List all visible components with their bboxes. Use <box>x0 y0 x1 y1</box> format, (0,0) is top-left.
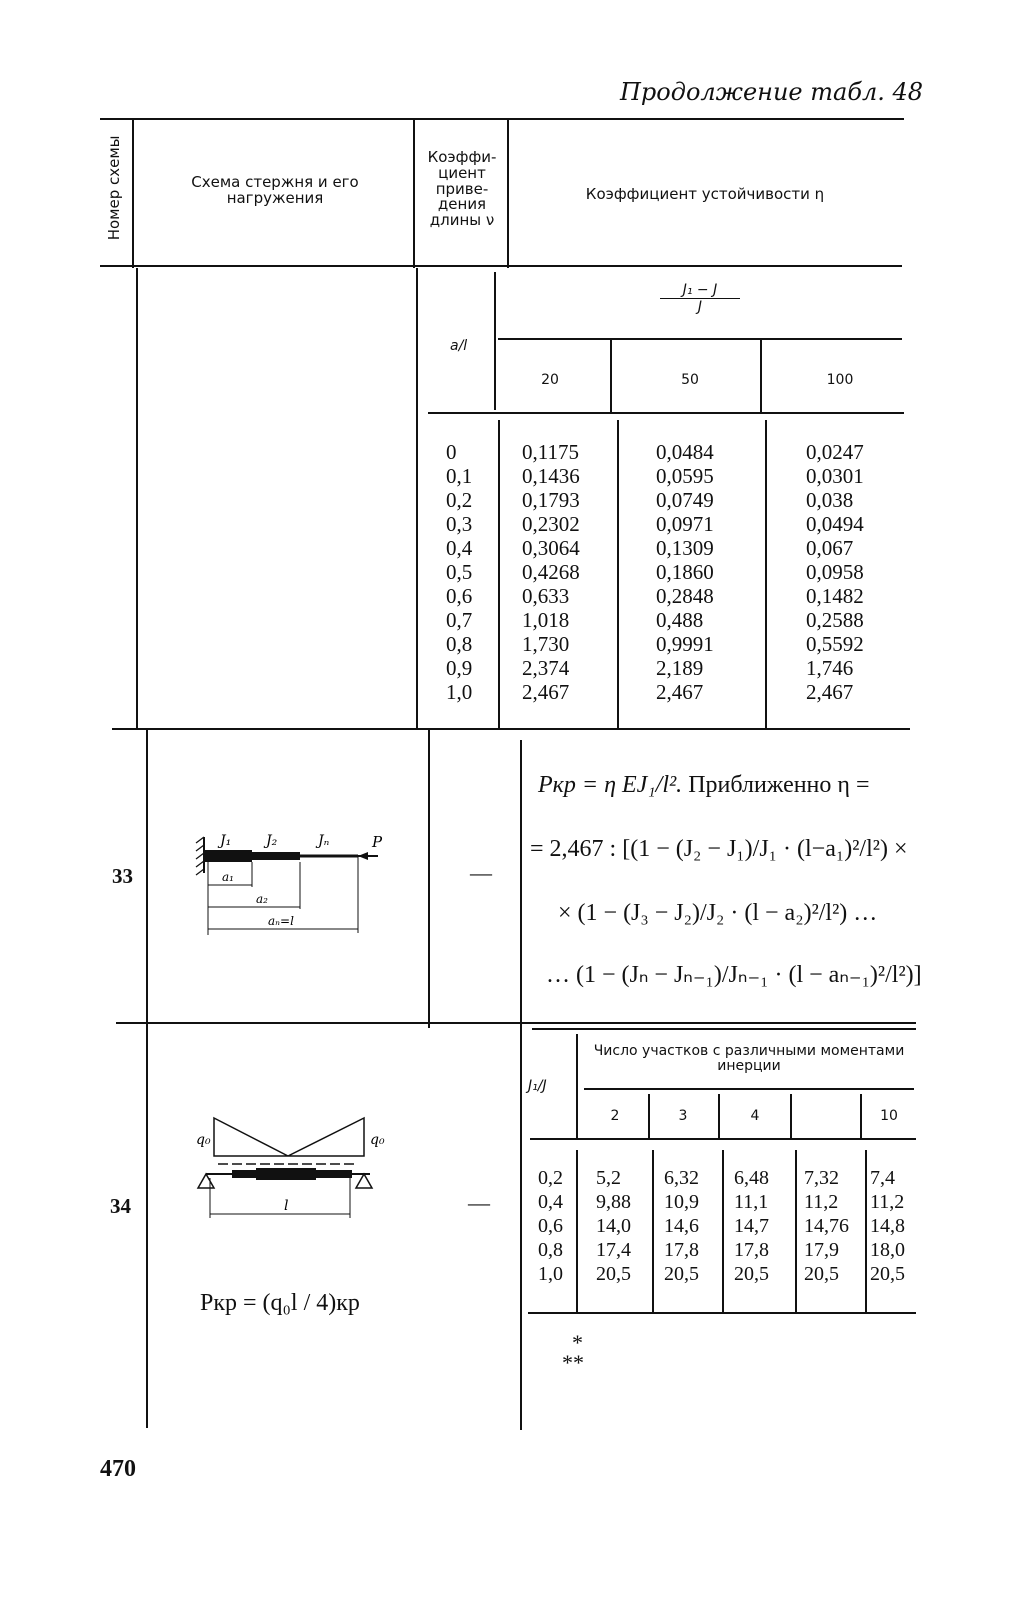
nu-34: — <box>468 1190 490 1215</box>
t34-col10-values: 7,4 11,2 14,8 18,0 20,5 <box>870 1167 905 1285</box>
t34-col-div-2a <box>718 1094 720 1138</box>
header-top-rule <box>100 118 904 120</box>
scheme-33-label-j1: J₁ <box>220 833 232 849</box>
sub-divider-b <box>498 420 500 728</box>
body-divider-1b <box>146 728 148 1428</box>
t34-col-div-2b <box>722 1150 724 1312</box>
table-caption: Продолжение табл. 48 <box>620 78 924 106</box>
formula-33-line3: × (1 − (J₃ − J₂)/J₂ · (l − a₂)²/l²) … <box>558 900 878 926</box>
t34-col2-values: 5,2 9,88 14,0 17,4 20,5 <box>596 1167 631 1285</box>
header-length-coefficient: Коэффи- циент приве- дения длины ν <box>427 148 497 229</box>
sub-col-div-1b <box>617 420 619 728</box>
body-divider-2a <box>416 268 418 728</box>
t34-col-4: 4 <box>750 1108 760 1124</box>
formula-33-line1: Pкр = η EJ₁/l². Приближенно η = <box>538 772 870 798</box>
sub-ratio: J₁ − J J <box>660 282 740 315</box>
header-stability: Коэффициент устойчивости η <box>585 185 825 203</box>
sub-col20-values: 0,1175 0,1436 0,1793 0,2302 0,3064 0,4268 0,633 1,018 1,730 2,374 2,467 <box>522 440 580 704</box>
scheme-34-label-l: l <box>284 1198 289 1214</box>
body-divider-3 <box>520 740 522 1430</box>
t34-label-divider-b <box>576 1150 578 1312</box>
sub-col-div-2a <box>760 340 762 412</box>
body-divider-1a <box>136 268 138 728</box>
footnote-mark-1: * <box>572 1330 583 1355</box>
sub-col-100: 100 <box>826 372 854 388</box>
sub-row-label: a/l <box>450 338 468 354</box>
scheme-33-diagram <box>190 825 410 940</box>
row-rule-33-34 <box>116 1022 916 1024</box>
sub-col-20: 20 <box>541 372 559 388</box>
t34-col-10: 10 <box>880 1108 898 1124</box>
scheme-33-label-jn: Jₙ <box>318 833 330 849</box>
t34-col-div-4a <box>860 1094 862 1138</box>
scheme-number-33: 33 <box>112 864 133 888</box>
header-divider-1 <box>132 118 134 268</box>
header-scheme: Схема стержня и его нагружения <box>191 173 359 207</box>
scheme-number-34: 34 <box>110 1194 131 1218</box>
header-divider-2 <box>413 118 415 268</box>
sub-col-div-2b <box>765 420 767 728</box>
t34-row-label: J₁/J <box>528 1078 547 1094</box>
sub-col100-values: 0,0247 0,0301 0,038 0,0494 0,067 0,0958 0,1482 0,2588 0,5592 1,746 2,467 <box>806 440 864 704</box>
t34-col-div-3a <box>790 1094 792 1138</box>
t34-header-rule <box>584 1088 914 1090</box>
t34-col-2: 2 <box>610 1108 620 1124</box>
scheme-34-diagram <box>188 1108 398 1228</box>
scheme-33-label-a1: a₁ <box>222 870 234 884</box>
sub-col50-values: 0,0484 0,0595 0,0749 0,0971 0,1309 0,1860 0,2848 0,488 0,9991 2,189 2,467 <box>656 440 714 704</box>
sub-a-l-column: 0 0,1 0,2 0,3 0,4 0,5 0,6 0,7 0,8 0,9 1,0 <box>446 440 473 704</box>
t34-col3-values: 6,32 10,9 14,6 17,8 20,5 <box>664 1167 699 1285</box>
footnote-mark-2: ** <box>562 1350 584 1375</box>
t34-col-3: 3 <box>678 1108 688 1124</box>
page-number: 470 <box>100 1456 136 1482</box>
t34-header: Число участков с различными моментами инерции <box>593 1043 905 1074</box>
t34-col-div-3b <box>795 1150 797 1312</box>
scheme-33-label-a2: a₂ <box>256 892 268 906</box>
t34-bottom-rule <box>528 1312 916 1314</box>
t34-subheader-rule <box>530 1138 916 1140</box>
t34-col-div-1a <box>648 1094 650 1138</box>
t34-col4-values: 6,48 11,1 14,7 17,8 20,5 <box>734 1167 769 1285</box>
body-divider-2b <box>428 728 430 1028</box>
header-bottom-rule <box>100 265 902 267</box>
t34-col-div-1b <box>652 1150 654 1312</box>
formula-33-line2: = 2,467 : [(1 − (J₂ − J₁)/J₁ · (l−a₁)²/l²) × <box>530 836 908 862</box>
scheme-34-label-q-left: q₀ <box>196 1132 211 1148</box>
sub-col-div-1a <box>610 340 612 412</box>
formula-34-pkr: Pкр = (q₀l / 4)кр <box>200 1290 360 1316</box>
header-scheme-number: Номер схемы <box>105 135 124 241</box>
scheme-33-label-an: aₙ=l <box>268 914 294 928</box>
formula-33-line4: … (1 − (Jₙ − Jₙ₋₁)/Jₙ₋₁ · (l − aₙ₋₁)²/l²)] <box>546 962 922 988</box>
scheme-34-label-q-right: q₀ <box>370 1132 385 1148</box>
t34-top-rule <box>532 1028 916 1030</box>
scheme-33-label-j2: J₂ <box>266 833 278 849</box>
sub-col-50: 50 <box>681 372 699 388</box>
nu-33: — <box>470 860 492 885</box>
row-rule-32-33 <box>112 728 910 730</box>
t34-col5-values: 7,32 11,2 14,76 17,9 20,5 <box>804 1167 849 1285</box>
sub-header-rule <box>428 412 904 414</box>
t34-ratios: 0,2 0,4 0,6 0,8 1,0 <box>538 1167 563 1285</box>
t34-label-divider-a <box>576 1034 578 1138</box>
scheme-33-label-p: P <box>372 833 383 851</box>
sub-divider-a <box>494 272 496 410</box>
t34-col-div-4b <box>865 1150 867 1312</box>
sub-ratio-rule <box>498 338 902 340</box>
